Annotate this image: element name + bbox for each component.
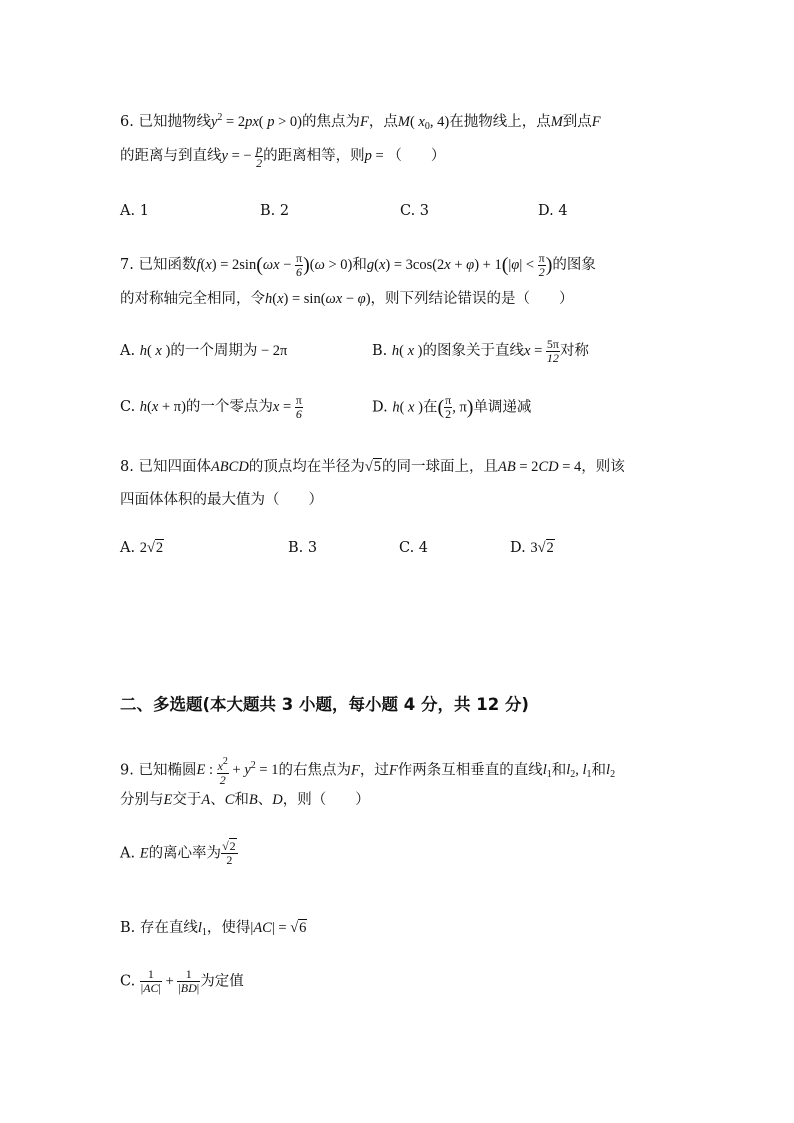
- q7-line-2: 的对称轴完全相同，令h(x) = sin(ωx − φ)，则下列结论错误的是（ ）: [120, 291, 574, 307]
- q6-option-d: D. 4: [538, 203, 568, 219]
- directrix-equation: y = − $\frac{p}{2}$: [221, 142, 263, 170]
- q7-option-b: B. h( x )的图象关于直线x = $\frac{5\pi}{12}$ 对称: [372, 337, 589, 365]
- q6-line-1: 6. 已知抛物线$y^2 = 2px$( p > 0)的焦点为F，点M( $x_0$, 4)在抛物线上，点M到点F: [120, 112, 601, 132]
- q9-option-c: C. $\frac{1}{|AC|}$ + $\frac{1}{|BD|}$ 为定值: [120, 967, 244, 995]
- q8-option-d: D. 3√2: [510, 540, 554, 556]
- function-f: f(x) = 2sin(ωx − $\frac{\pi}{6}$ )(ω > 0): [196, 251, 353, 279]
- function-g: g(x) = 3cos(2x + φ) + 1(|φ| < $\frac{\pi}{2}$ ): [366, 251, 553, 279]
- q8-line-2: 四面体体积的最大值为（ ）: [120, 492, 323, 508]
- point-m: M( $x_0$, 4): [397, 114, 450, 132]
- q7-option-a: A. h( x )的一个周期为 − 2π: [120, 343, 288, 359]
- q6-option-c: C. 3: [400, 203, 430, 219]
- function-h: h(x) = sin(ωx − φ): [265, 291, 371, 307]
- section-2-heading: 二、多选题(本大题共 3 小题，每小题 4 分，共 12 分): [120, 695, 529, 714]
- q8-option-b: B. 3: [288, 540, 318, 556]
- sqrt-5: √5: [364, 459, 382, 475]
- q6-option-b: B. 2: [260, 203, 290, 219]
- q9-option-a: A. E的离心率为 $\frac{√2}{2}$: [120, 839, 236, 867]
- q7-line-1: 7. 已知函数f(x) = 2sin(ωx − $\frac{\pi}{6}$ )(ω > 0)和g(x) = 3cos(2x + φ) + 1(|φ| < $\frac{\pi}{2}$ )的图象: [120, 251, 596, 279]
- q6-line-2: 的距离与到直线y = − $\frac{p}{2}$ 的距离相等，则p = （ ）: [120, 142, 446, 170]
- q7-option-c: C. h(x + π)的一个零点为x = $\frac{\pi}{6}$: [120, 393, 302, 421]
- ellipse-equation: E : $\frac{x^2}{2}$ + $y^2 = 1$: [196, 756, 279, 787]
- q7-option-d: D. h( x )在( $\frac{\pi}{2}$ , π)单调递减: [372, 393, 532, 421]
- q8-line-1: 8. 已知四面体ABCD的顶点均在半径为√5的同一球面上，且AB = 2CD = 4，则该: [120, 459, 625, 475]
- q8-option-a: A. 2√2: [120, 540, 164, 556]
- q9-option-b: B. 存在直线$l_1$，使得|AC| = √6: [120, 920, 307, 938]
- q6-option-a: A. 1: [120, 203, 149, 219]
- q8-option-c: C. 4: [399, 540, 429, 556]
- q9-line-1: 9. 已知椭圆E : $\frac{x^2}{2}$ + $y^2 = 1$的右焦点为F，过F作两条互相垂直的直线$l_1$和$l_2$, $l_1$和$l_2$: [120, 756, 616, 787]
- parabola-equation: $y^2 = 2px$( p > 0): [210, 112, 302, 130]
- q9-line-2: 分别与E交于A、C和B、D，则（ ）: [120, 792, 370, 808]
